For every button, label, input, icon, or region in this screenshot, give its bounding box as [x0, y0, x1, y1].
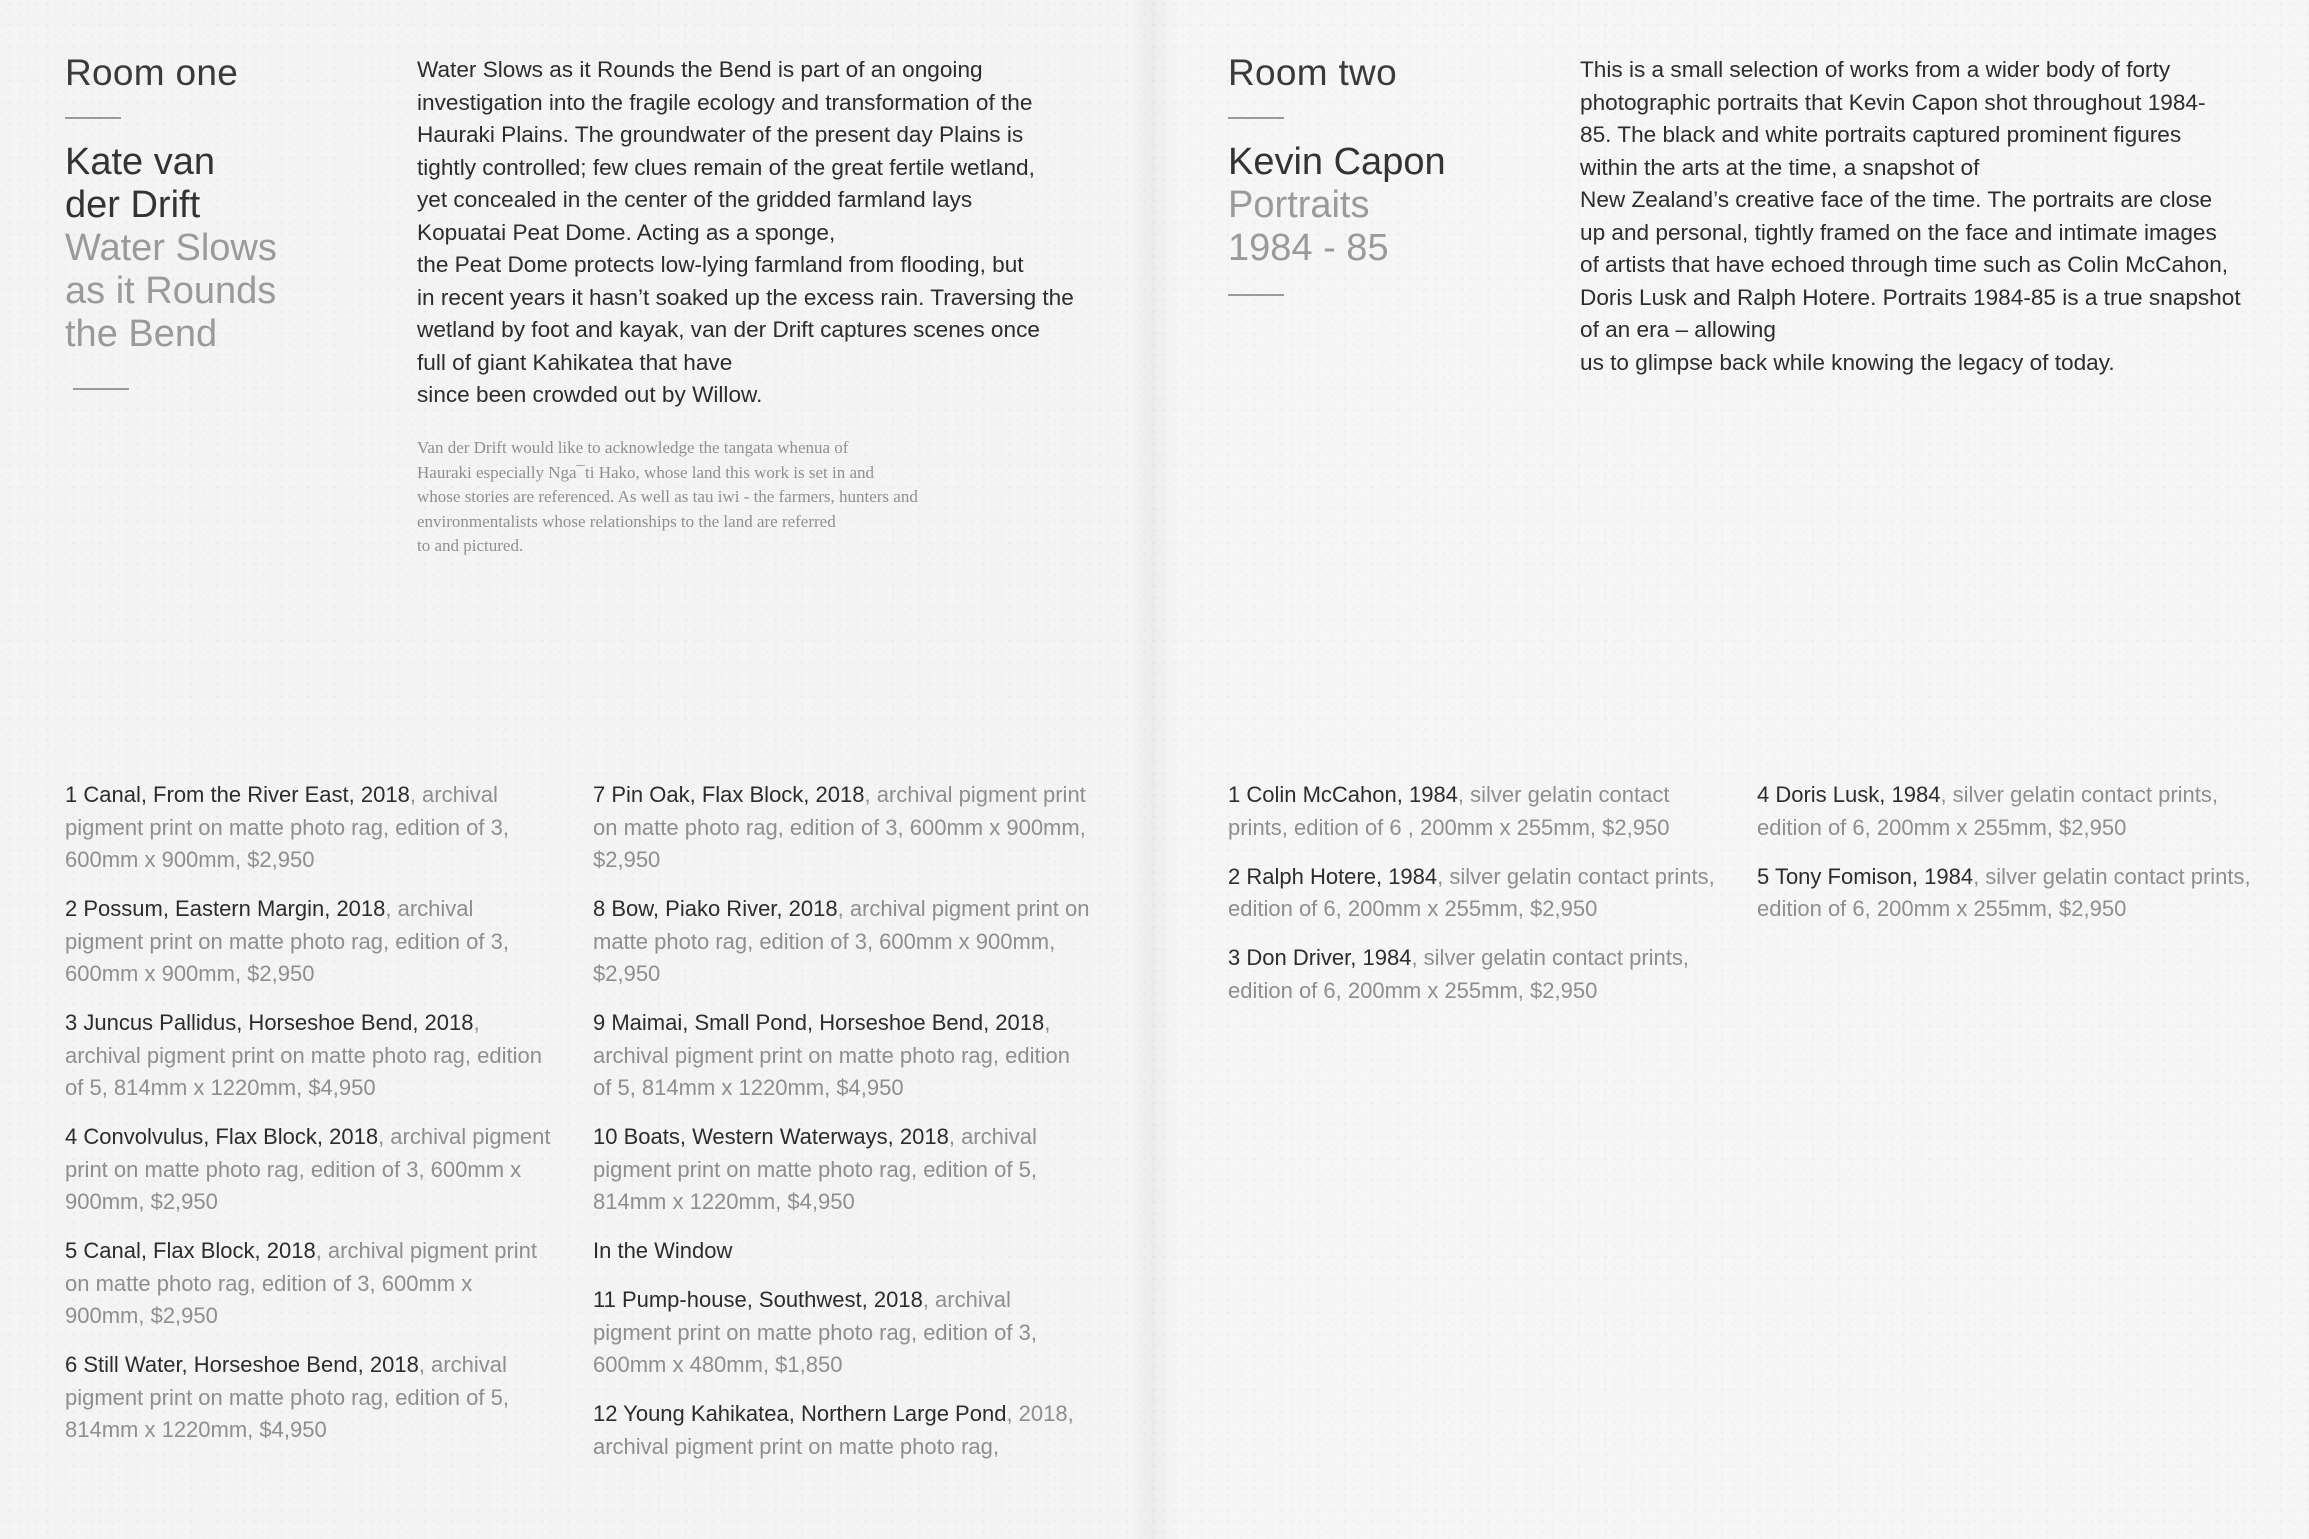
- room-two-works-col2: [1757, 779, 2267, 942]
- intro-line: Hauraki Plains. The groundwater of the present day Plains is: [417, 122, 1024, 147]
- room-two-rule-top: [1228, 117, 1284, 119]
- intro-line: Water Slows as it Rounds the Bend is part of an ongoing: [417, 57, 983, 82]
- work-entry: [65, 1235, 555, 1333]
- work-entry: [1228, 779, 1718, 844]
- work-title: 4 Convolvulus, Flax Block, 2018: [65, 1124, 379, 1149]
- show-title-line: Water Slows: [65, 227, 277, 269]
- ack-line: to and pictured.: [417, 536, 524, 555]
- work-title: 12 Young Kahikatea, Northern Large Pond: [593, 1401, 1007, 1426]
- work-title: 10 Boats, Western Waterways, 2018: [593, 1124, 949, 1149]
- work-entry: [1228, 942, 1718, 1007]
- work-details: , archival pigment print on matte photo rag, edition of 3, 600mm x 900mm, $2,950: [593, 896, 1090, 986]
- work-title: 11 Pump-house, Southwest, 2018: [593, 1287, 923, 1312]
- intro-line: of artists that have echoed through time such as Colin McCahon,: [1580, 252, 2229, 277]
- work-details: , 2018, archival pigment print on matte photo rag,: [593, 1401, 1074, 1459]
- intro-line: full of giant Kahikatea that have: [417, 349, 733, 375]
- room-one-rule-top: [65, 117, 121, 119]
- room-one-intro: [417, 54, 1117, 412]
- work-entry: [593, 1121, 1093, 1219]
- intro-line: New Zealand’s creative face of the time. The portraits are close: [1580, 187, 2213, 212]
- intro-line: since been crowded out by Willow.: [417, 382, 763, 407]
- work-details: , archival pigment print on matte photo rag, edition of 3, 600mm x 480mm, $1,850: [593, 1287, 1037, 1377]
- show-title-line: 1984 - 85: [1228, 227, 1389, 269]
- work-details: , archival pigment print on matte photo rag, edition of 3, 600mm x 900mm, $2,950: [65, 896, 509, 986]
- work-entry: [65, 1007, 555, 1105]
- work-details: , silver gelatin contact prints, edition of 6 , 200mm x 255mm, $2,950: [1228, 782, 1670, 840]
- ack-line: environmentalists whose relationships to the land are referred: [417, 511, 836, 531]
- work-title: 5 Canal, Flax Block, 2018: [65, 1238, 316, 1263]
- work-details: , archival pigment print on matte photo rag, edition of 5, 814mm x 1220mm, $4,950: [65, 1352, 509, 1442]
- intro-line: us to glimpse back while knowing the legacy of today.: [1580, 349, 2115, 375]
- work-entry: [1228, 861, 1718, 926]
- intro-line: photographic portraits that Kevin Capon shot throughout 1984-: [1580, 89, 2206, 115]
- work-title: 5 Tony Fomison, 1984: [1757, 863, 1974, 889]
- work-title: 2 Possum, Eastern Margin, 2018: [65, 896, 386, 921]
- intro-line: up and personal, tightly framed on the face and intimate images: [1580, 219, 2217, 245]
- work-title: 7 Pin Oak, Flax Block, 2018: [593, 782, 865, 807]
- work-title: 9 Maimai, Small Pond, Horseshoe Bend, 2018: [593, 1010, 1045, 1035]
- work-title: 3 Juncus Pallidus, Horseshoe Bend, 2018: [65, 1010, 474, 1035]
- room-two-label: Room two: [1228, 52, 1397, 93]
- room-one-works-col1: [65, 779, 555, 1463]
- room-one-heading: [65, 141, 277, 356]
- work-entry: [1757, 779, 2267, 844]
- artist-name-line: Kevin Capon: [1228, 141, 1446, 183]
- work-entry: [65, 1349, 555, 1447]
- ack-line: whose stories are referenced. As well as tau iwi - the farmers, hunters and: [417, 487, 918, 506]
- work-entry: [65, 1121, 555, 1219]
- artist-name-line: der Drift: [65, 184, 201, 226]
- ack-line: Van der Drift would like to acknowledge the tangata whenua of: [417, 438, 849, 457]
- intro-line: This is a small selection of works from a wider body of forty: [1580, 57, 2171, 82]
- work-title: 1 Canal, From the River East, 2018: [65, 782, 410, 807]
- work-entry: [593, 779, 1093, 877]
- intro-line: the Peat Dome protects low-lying farmland from flooding, but: [417, 252, 1024, 277]
- ack-line: Hauraki especially Nga¯ti Hako, whose land this work is set in and: [417, 462, 875, 482]
- work-title: 6 Still Water, Horseshoe Bend, 2018: [65, 1352, 419, 1377]
- work-entry: [65, 779, 555, 877]
- work-entry: [593, 1398, 1093, 1463]
- intro-line: in recent years it hasn’t soaked up the excess rain. Traversing the: [417, 284, 1074, 310]
- show-title-line: the Bend: [65, 313, 218, 355]
- room-two-intro: [1580, 54, 2280, 379]
- intro-line: 85. The black and white portraits captured prominent figures: [1580, 122, 2182, 147]
- intro-line: of an era – allowing: [1580, 317, 1776, 342]
- intro-line: wetland by foot and kayak, van der Drift captures scenes once: [417, 317, 1040, 342]
- work-title: 4 Doris Lusk, 1984: [1757, 782, 1941, 807]
- work-details: , silver gelatin contact prints, edition of 6, 200mm x 255mm, $2,950: [1228, 945, 1690, 1003]
- work-details: , archival pigment print on matte photo rag, edition of 3, 600mm x 900mm, $2,950: [65, 782, 509, 872]
- room-two-works-col1: [1228, 779, 1718, 1024]
- work-entry: [1757, 861, 2267, 926]
- room-one-label: Room one: [65, 52, 239, 93]
- intro-line: investigation into the fragile ecology and transformation of the: [417, 89, 1033, 115]
- work-entry: [65, 893, 555, 991]
- intro-line: tightly controlled; few clues remain of the great fertile wetland,: [417, 154, 1035, 180]
- page-gutter: [1130, 0, 1178, 1539]
- work-details: , silver gelatin contact prints, edition of 6, 200mm x 255mm, $2,950: [1757, 782, 2219, 840]
- intro-line: within the arts at the time, a snapshot of: [1580, 154, 1980, 180]
- work-details: , silver gelatin contact prints, edition of 6, 200mm x 255mm, $2,950: [1228, 863, 1715, 921]
- work-title: 3 Don Driver, 1984: [1228, 945, 1412, 970]
- work-entry: [593, 1284, 1093, 1382]
- artist-name-line: Kate van: [65, 141, 215, 183]
- acknowledgement: [417, 436, 1057, 559]
- work-details: , archival pigment print on matte photo rag, edition of 5, 814mm x 1220mm, $4,950: [593, 1010, 1070, 1100]
- work-title: 8 Bow, Piako River, 2018: [593, 896, 838, 921]
- work-title: 1 Colin McCahon, 1984: [1228, 782, 1458, 807]
- show-title-line: as it Rounds: [65, 270, 277, 312]
- show-title-line: Portraits: [1228, 184, 1370, 226]
- work-details: , archival pigment print on matte photo rag, edition of 3, 600mm x 900mm, $2,950: [593, 782, 1086, 872]
- room-two-heading: [1228, 141, 1446, 270]
- work-details: , silver gelatin contact prints, edition of 6, 200mm x 255mm, $2,950: [1757, 863, 2251, 921]
- room-one-rule-bottom: [73, 388, 129, 390]
- window-heading: In the Window: [593, 1238, 733, 1263]
- intro-line: yet concealed in the center of the gridded farmland lays: [417, 187, 973, 212]
- work-entry: [593, 1007, 1093, 1105]
- room-two-rule-bottom: [1228, 294, 1284, 296]
- work-details: , archival pigment print on matte photo rag, edition of 5, 814mm x 1220mm, $4,950: [593, 1124, 1037, 1214]
- intro-line: Doris Lusk and Ralph Hotere. Portraits 1984-85 is a true snapshot: [1580, 284, 2241, 310]
- intro-line: Kopuatai Peat Dome. Acting as a sponge,: [417, 219, 836, 245]
- work-details: , archival pigment print on matte photo rag, edition of 3, 600mm x 900mm, $2,950: [65, 1238, 538, 1328]
- work-details: , archival pigment print on matte photo rag, edition of 3, 600mm x 900mm, $2,950: [65, 1124, 551, 1214]
- work-title: 2 Ralph Hotere, 1984: [1228, 863, 1438, 889]
- room-one-works-col2: [593, 779, 1093, 1480]
- work-entry: [593, 893, 1093, 991]
- work-details: , archival pigment print on matte photo rag, edition of 5, 814mm x 1220mm, $4,950: [65, 1010, 542, 1100]
